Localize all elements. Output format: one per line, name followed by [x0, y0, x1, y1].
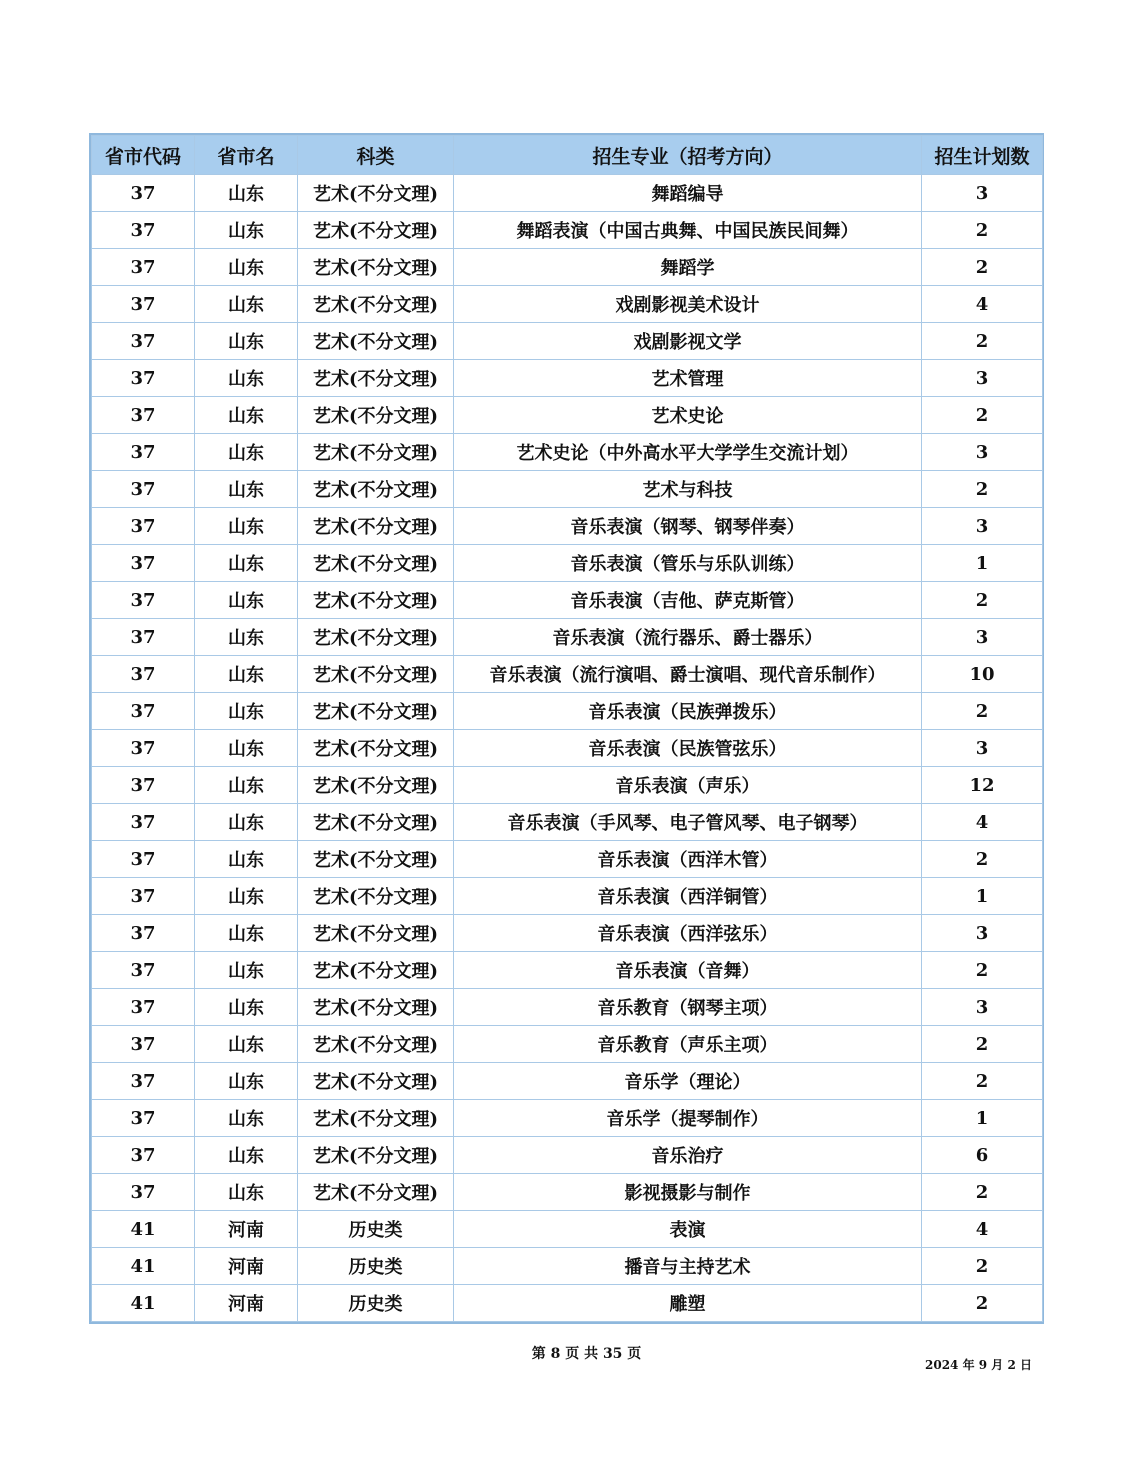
table-row	[92, 397, 1043, 434]
table-row	[92, 952, 1043, 989]
cell-province-name: 山东	[195, 249, 298, 286]
cell-subject-category: 历史类	[298, 1248, 454, 1285]
cell-subject-category: 艺术(不分文理)	[298, 878, 454, 915]
cell-province-code: 37	[92, 1174, 195, 1211]
table-row	[92, 619, 1043, 656]
cell-province-code: 37	[92, 582, 195, 619]
cell-province-name: 山东	[195, 841, 298, 878]
cell-province-name: 山东	[195, 952, 298, 989]
cell-subject-category: 艺术(不分文理)	[298, 508, 454, 545]
cell-plan-count: 2	[922, 1248, 1043, 1285]
cell-plan-count: 4	[922, 1211, 1043, 1248]
header-province-name: 省市名	[195, 136, 298, 175]
cell-plan-count: 3	[922, 360, 1043, 397]
cell-plan-count: 3	[922, 915, 1043, 952]
cell-province-code: 37	[92, 286, 195, 323]
cell-plan-count: 3	[922, 730, 1043, 767]
cell-plan-count: 3	[922, 508, 1043, 545]
table-row	[92, 730, 1043, 767]
cell-subject-category: 艺术(不分文理)	[298, 397, 454, 434]
table-row	[92, 323, 1043, 360]
cell-province-code: 37	[92, 323, 195, 360]
cell-subject-category: 艺术(不分文理)	[298, 1174, 454, 1211]
table-row	[92, 693, 1043, 730]
table-row	[92, 1248, 1043, 1285]
cell-province-name: 山东	[195, 175, 298, 212]
cell-province-name: 山东	[195, 656, 298, 693]
cell-province-code: 37	[92, 878, 195, 915]
enrollment-plan-table-container	[89, 133, 1044, 1324]
cell-major: 艺术史论（中外高水平大学学生交流计划）	[454, 434, 922, 471]
cell-major: 音乐教育（钢琴主项）	[454, 989, 922, 1026]
cell-plan-count: 2	[922, 471, 1043, 508]
cell-province-name: 山东	[195, 582, 298, 619]
cell-major: 音乐学（提琴制作）	[454, 1100, 922, 1137]
cell-subject-category: 艺术(不分文理)	[298, 619, 454, 656]
cell-plan-count: 2	[922, 1063, 1043, 1100]
cell-subject-category: 艺术(不分文理)	[298, 360, 454, 397]
cell-plan-count: 2	[922, 1026, 1043, 1063]
cell-province-name: 河南	[195, 1248, 298, 1285]
cell-plan-count: 3	[922, 619, 1043, 656]
cell-subject-category: 艺术(不分文理)	[298, 1137, 454, 1174]
cell-major: 音乐教育（声乐主项）	[454, 1026, 922, 1063]
cell-major: 音乐表演（西洋木管）	[454, 841, 922, 878]
cell-major: 舞蹈表演（中国古典舞、中国民族民间舞）	[454, 212, 922, 249]
table-row	[92, 1100, 1043, 1137]
cell-major: 音乐表演（手风琴、电子管风琴、电子钢琴）	[454, 804, 922, 841]
table-row	[92, 915, 1043, 952]
table-row	[92, 212, 1043, 249]
cell-subject-category: 艺术(不分文理)	[298, 434, 454, 471]
cell-subject-category: 艺术(不分文理)	[298, 804, 454, 841]
cell-major: 音乐学（理论）	[454, 1063, 922, 1100]
cell-province-name: 山东	[195, 804, 298, 841]
table-row	[92, 545, 1043, 582]
table-header	[92, 136, 1043, 175]
table-row	[92, 286, 1043, 323]
table-row	[92, 175, 1043, 212]
cell-major: 艺术与科技	[454, 471, 922, 508]
header-plan-count: 招生计划数	[922, 136, 1043, 175]
cell-major: 音乐表演（西洋弦乐）	[454, 915, 922, 952]
cell-major: 音乐表演（吉他、萨克斯管）	[454, 582, 922, 619]
cell-major: 音乐表演（声乐）	[454, 767, 922, 804]
cell-plan-count: 2	[922, 582, 1043, 619]
table-row	[92, 471, 1043, 508]
cell-province-code: 37	[92, 1100, 195, 1137]
header-province-code: 省市代码	[92, 136, 195, 175]
table-row	[92, 989, 1043, 1026]
table-row	[92, 841, 1043, 878]
cell-province-name: 山东	[195, 767, 298, 804]
cell-province-name: 山东	[195, 212, 298, 249]
cell-subject-category: 艺术(不分文理)	[298, 471, 454, 508]
cell-major: 艺术史论	[454, 397, 922, 434]
cell-plan-count: 3	[922, 434, 1043, 471]
print-date: 2024 年 9 月 2 日	[925, 1358, 1032, 1372]
cell-province-name: 山东	[195, 989, 298, 1026]
table-row	[92, 1174, 1043, 1211]
table-row	[92, 434, 1043, 471]
table-row	[92, 360, 1043, 397]
cell-province-code: 37	[92, 397, 195, 434]
cell-province-name: 山东	[195, 619, 298, 656]
cell-major: 戏剧影视美术设计	[454, 286, 922, 323]
cell-province-name: 河南	[195, 1285, 298, 1322]
cell-province-name: 山东	[195, 323, 298, 360]
cell-province-code: 37	[92, 545, 195, 582]
cell-province-code: 37	[92, 804, 195, 841]
cell-plan-count: 2	[922, 212, 1043, 249]
header-row	[92, 136, 1043, 175]
cell-plan-count: 10	[922, 656, 1043, 693]
cell-province-code: 37	[92, 175, 195, 212]
cell-province-code: 37	[92, 952, 195, 989]
cell-plan-count: 2	[922, 397, 1043, 434]
cell-province-name: 山东	[195, 1174, 298, 1211]
cell-plan-count: 2	[922, 841, 1043, 878]
cell-major: 舞蹈编导	[454, 175, 922, 212]
cell-subject-category: 艺术(不分文理)	[298, 767, 454, 804]
cell-province-code: 41	[92, 1211, 195, 1248]
cell-subject-category: 艺术(不分文理)	[298, 841, 454, 878]
cell-province-code: 37	[92, 1063, 195, 1100]
cell-major: 艺术管理	[454, 360, 922, 397]
cell-province-name: 山东	[195, 1063, 298, 1100]
cell-province-name: 山东	[195, 471, 298, 508]
cell-province-name: 山东	[195, 434, 298, 471]
cell-province-name: 山东	[195, 397, 298, 434]
cell-major: 戏剧影视文学	[454, 323, 922, 360]
cell-subject-category: 历史类	[298, 1285, 454, 1322]
table-row	[92, 249, 1043, 286]
cell-major: 舞蹈学	[454, 249, 922, 286]
cell-province-code: 37	[92, 360, 195, 397]
cell-major: 音乐表演（民族弹拨乐）	[454, 693, 922, 730]
cell-province-code: 37	[92, 471, 195, 508]
cell-plan-count: 4	[922, 286, 1043, 323]
cell-major: 音乐表演（西洋铜管）	[454, 878, 922, 915]
cell-subject-category: 艺术(不分文理)	[298, 249, 454, 286]
cell-province-name: 山东	[195, 1100, 298, 1137]
cell-province-code: 37	[92, 434, 195, 471]
cell-subject-category: 艺术(不分文理)	[298, 730, 454, 767]
cell-province-code: 37	[92, 1026, 195, 1063]
cell-major: 音乐表演（民族管弦乐）	[454, 730, 922, 767]
cell-subject-category: 艺术(不分文理)	[298, 1026, 454, 1063]
table-row	[92, 1211, 1043, 1248]
cell-subject-category: 艺术(不分文理)	[298, 915, 454, 952]
cell-subject-category: 艺术(不分文理)	[298, 323, 454, 360]
header-subject-category: 科类	[298, 136, 454, 175]
cell-province-code: 37	[92, 508, 195, 545]
cell-province-code: 41	[92, 1248, 195, 1285]
cell-subject-category: 艺术(不分文理)	[298, 212, 454, 249]
cell-province-name: 山东	[195, 1137, 298, 1174]
cell-plan-count: 1	[922, 1100, 1043, 1137]
cell-major: 音乐治疗	[454, 1137, 922, 1174]
cell-subject-category: 艺术(不分文理)	[298, 693, 454, 730]
cell-plan-count: 2	[922, 323, 1043, 360]
cell-subject-category: 艺术(不分文理)	[298, 1100, 454, 1137]
cell-plan-count: 3	[922, 989, 1043, 1026]
cell-subject-category: 艺术(不分文理)	[298, 175, 454, 212]
table-body	[92, 175, 1043, 1322]
cell-province-name: 山东	[195, 693, 298, 730]
table-row	[92, 1063, 1043, 1100]
cell-plan-count: 3	[922, 175, 1043, 212]
cell-major: 影视摄影与制作	[454, 1174, 922, 1211]
cell-subject-category: 艺术(不分文理)	[298, 545, 454, 582]
cell-province-code: 37	[92, 693, 195, 730]
cell-plan-count: 1	[922, 878, 1043, 915]
cell-subject-category: 艺术(不分文理)	[298, 656, 454, 693]
table-row	[92, 1285, 1043, 1322]
page-number: 第 8 页 共 35 页	[531, 1346, 642, 1362]
table-row	[92, 804, 1043, 841]
cell-plan-count: 2	[922, 693, 1043, 730]
table-row	[92, 656, 1043, 693]
cell-province-code: 41	[92, 1285, 195, 1322]
cell-province-code: 37	[92, 656, 195, 693]
cell-plan-count: 1	[922, 545, 1043, 582]
cell-plan-count: 12	[922, 767, 1043, 804]
cell-major: 表演	[454, 1211, 922, 1248]
cell-major: 音乐表演（管乐与乐队训练）	[454, 545, 922, 582]
cell-province-code: 37	[92, 619, 195, 656]
cell-subject-category: 艺术(不分文理)	[298, 952, 454, 989]
table-row	[92, 767, 1043, 804]
cell-plan-count: 2	[922, 249, 1043, 286]
cell-subject-category: 艺术(不分文理)	[298, 989, 454, 1026]
cell-subject-category: 艺术(不分文理)	[298, 582, 454, 619]
table-row	[92, 878, 1043, 915]
cell-plan-count: 4	[922, 804, 1043, 841]
cell-province-name: 山东	[195, 545, 298, 582]
cell-province-name: 河南	[195, 1211, 298, 1248]
cell-major: 雕塑	[454, 1285, 922, 1322]
cell-major: 播音与主持艺术	[454, 1248, 922, 1285]
cell-province-name: 山东	[195, 286, 298, 323]
cell-province-code: 37	[92, 1137, 195, 1174]
table-row	[92, 1026, 1043, 1063]
cell-province-name: 山东	[195, 360, 298, 397]
cell-major: 音乐表演（音舞）	[454, 952, 922, 989]
cell-province-code: 37	[92, 212, 195, 249]
cell-province-name: 山东	[195, 508, 298, 545]
table-row	[92, 1137, 1043, 1174]
table-row	[92, 582, 1043, 619]
cell-province-name: 山东	[195, 1026, 298, 1063]
cell-province-code: 37	[92, 767, 195, 804]
cell-subject-category: 历史类	[298, 1211, 454, 1248]
cell-plan-count: 2	[922, 1174, 1043, 1211]
cell-plan-count: 2	[922, 952, 1043, 989]
cell-province-code: 37	[92, 841, 195, 878]
cell-plan-count: 6	[922, 1137, 1043, 1174]
cell-major: 音乐表演（流行演唱、爵士演唱、现代音乐制作）	[454, 656, 922, 693]
cell-subject-category: 艺术(不分文理)	[298, 1063, 454, 1100]
cell-subject-category: 艺术(不分文理)	[298, 286, 454, 323]
header-major: 招生专业（招考方向）	[454, 136, 922, 175]
table-row	[92, 508, 1043, 545]
cell-province-name: 山东	[195, 915, 298, 952]
cell-province-name: 山东	[195, 878, 298, 915]
cell-province-code: 37	[92, 730, 195, 767]
cell-province-name: 山东	[195, 730, 298, 767]
cell-province-code: 37	[92, 989, 195, 1026]
cell-province-code: 37	[92, 249, 195, 286]
enrollment-plan-table	[91, 135, 1043, 1322]
cell-province-code: 37	[92, 915, 195, 952]
cell-major: 音乐表演（钢琴、钢琴伴奏）	[454, 508, 922, 545]
cell-major: 音乐表演（流行器乐、爵士器乐）	[454, 619, 922, 656]
cell-plan-count: 2	[922, 1285, 1043, 1322]
